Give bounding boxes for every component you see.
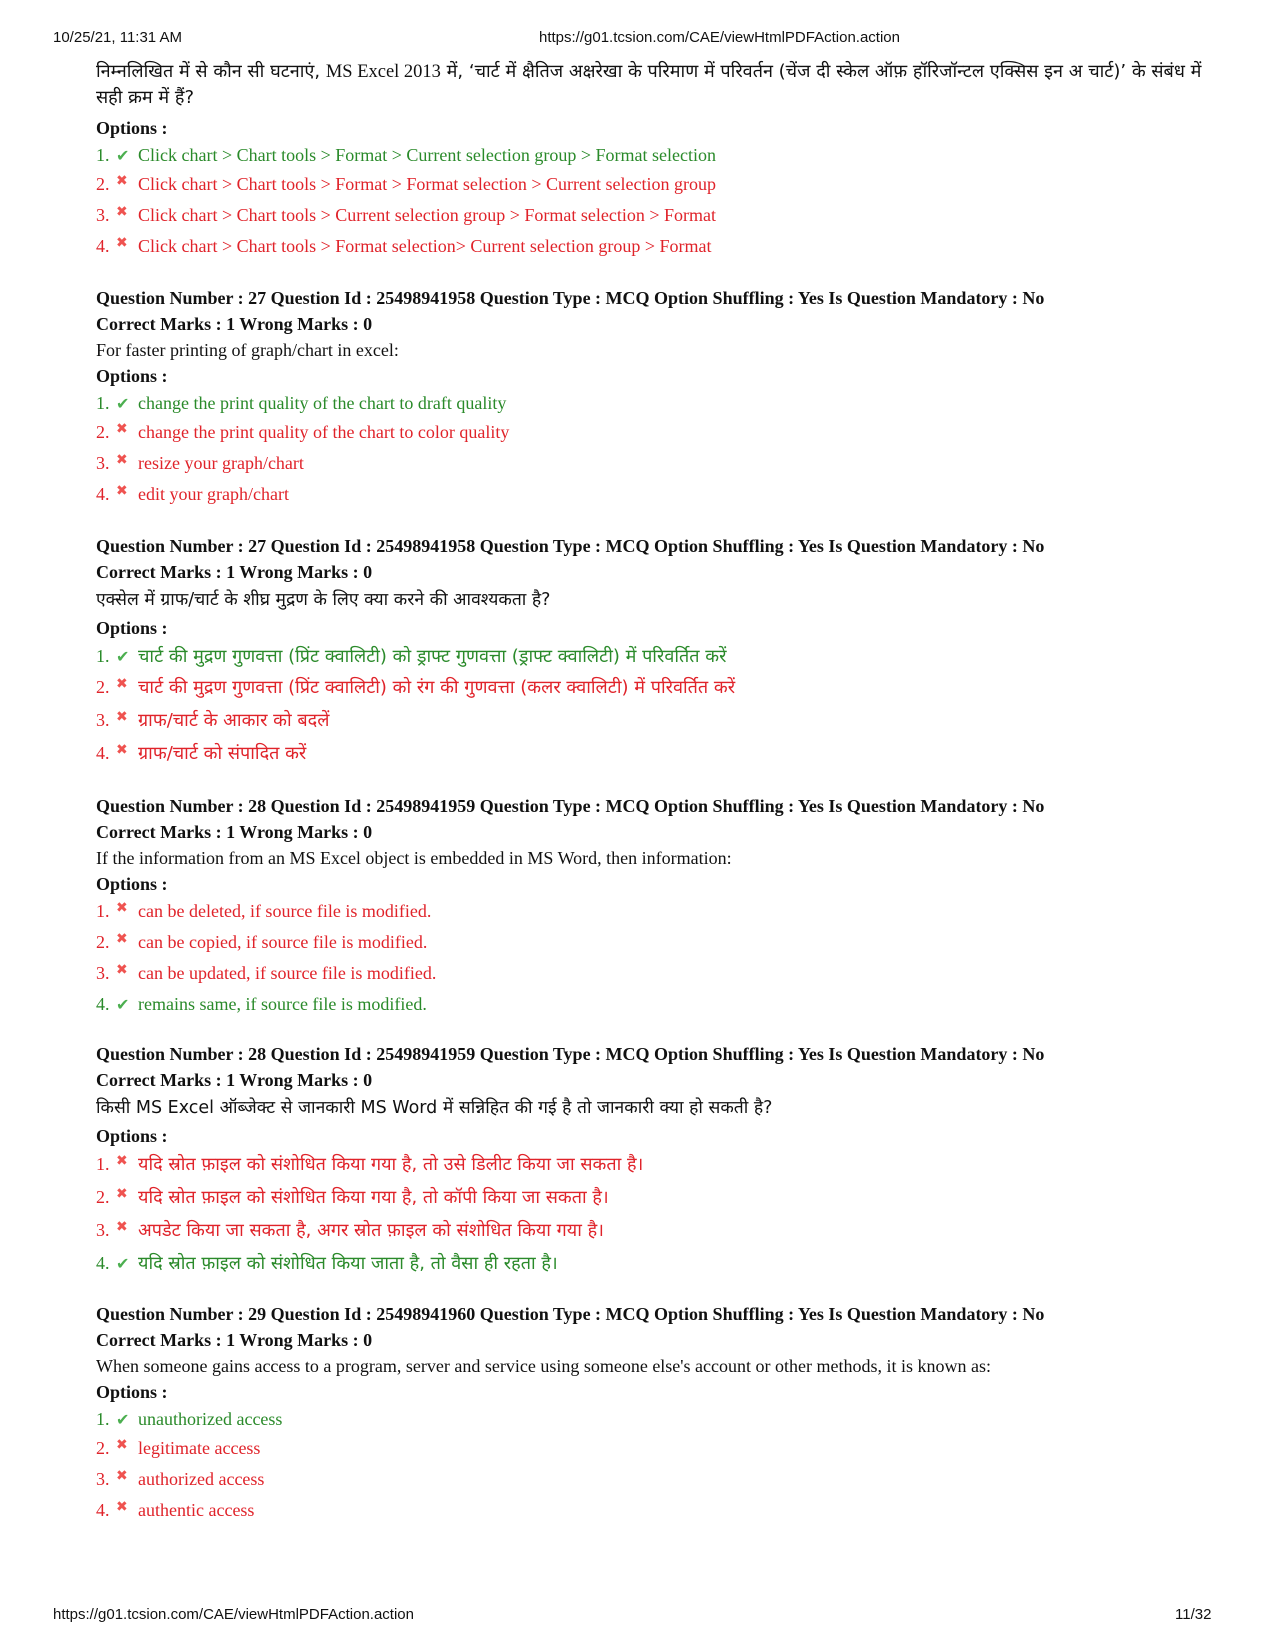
- option-text: चार्ट की मुद्रण गुणवत्ता (प्रिंट क्वालिटी) को ड्राफ्ट गुणवत्ता (ड्राफ्ट क्वालिटी) में परिवर्तित करें: [138, 646, 727, 667]
- option-item: [96, 738, 1206, 771]
- wrong-cross-icon: ✖: [116, 452, 128, 468]
- option-item: [96, 232, 1206, 263]
- option-number: 1.: [96, 1409, 110, 1429]
- options-list: [96, 389, 1206, 511]
- question-marks: Correct Marks : 1 Wrong Marks : 0: [96, 314, 373, 334]
- options-list: [96, 897, 1206, 1019]
- wrong-cross-icon: ✖: [116, 1219, 128, 1235]
- option-item: [96, 959, 1206, 990]
- correct-check-icon: ✔: [116, 146, 130, 165]
- option-item: [96, 418, 1206, 449]
- wrong-cross-icon: ✖: [116, 1153, 128, 1169]
- option-item: [96, 672, 1206, 705]
- wrong-cross-icon: ✖: [116, 204, 128, 220]
- option-text: change the print quality of the chart to color quality: [138, 422, 510, 442]
- correct-check-icon: ✔: [116, 1254, 130, 1273]
- option-number: 3.: [96, 1220, 110, 1240]
- question-block: [96, 793, 1206, 1019]
- wrong-cross-icon: ✖: [116, 962, 128, 978]
- option-item: [96, 990, 1206, 1019]
- wrong-cross-icon: ✖: [116, 483, 128, 499]
- option-text: can be updated, if source file is modified.: [138, 963, 437, 983]
- option-item: [96, 1405, 1206, 1434]
- intro-question: [96, 59, 1206, 263]
- options-label: Options :: [96, 618, 168, 638]
- option-text: यदि स्रोत फ़ाइल को संशोधित किया गया है, तो उसे डिलीट किया जा सकता है।: [138, 1154, 644, 1175]
- question-marks: Correct Marks : 1 Wrong Marks : 0: [96, 1330, 373, 1350]
- option-item: [96, 201, 1206, 232]
- option-text: चार्ट की मुद्रण गुणवत्ता (प्रिंट क्वालिटी) को रंग की गुणवत्ता (कलर क्वालिटी) में परिवर्तित करें: [138, 677, 736, 698]
- option-text: can be copied, if source file is modified.: [138, 932, 428, 952]
- option-item: [96, 897, 1206, 928]
- question-list: [96, 285, 1206, 1527]
- option-number: 3.: [96, 710, 110, 730]
- question-meta: Question Number : 28 Question Id : 25498941959 Question Type : MCQ Option Shuffling : Yes Is Question Mandatory : No: [96, 1044, 1045, 1064]
- option-text: authorized access: [138, 1469, 265, 1489]
- option-number: 3.: [96, 963, 110, 983]
- option-item: [96, 641, 1206, 672]
- option-number: 2.: [96, 174, 110, 194]
- question-marks: Correct Marks : 1 Wrong Marks : 0: [96, 1070, 373, 1090]
- option-item: [96, 480, 1206, 511]
- option-text: legitimate access: [138, 1438, 261, 1458]
- wrong-cross-icon: ✖: [116, 1468, 128, 1484]
- option-number: 1.: [96, 901, 110, 921]
- question-meta: Question Number : 29 Question Id : 25498941960 Question Type : MCQ Option Shuffling : Yes Is Question Mandatory : No: [96, 1304, 1045, 1324]
- option-text: Click chart > Chart tools > Format selection> Current selection group > Format: [138, 236, 712, 256]
- option-item: [96, 141, 1206, 170]
- wrong-cross-icon: ✖: [116, 1437, 128, 1453]
- option-text: ग्राफ/चार्ट के आकार को बदलें: [138, 710, 330, 731]
- option-item: [96, 928, 1206, 959]
- wrong-cross-icon: ✖: [116, 173, 128, 189]
- footer-url: https://g01.tcsion.com/CAE/viewHtmlPDFAction.action: [53, 1606, 414, 1623]
- option-number: 3.: [96, 205, 110, 225]
- header-datetime: 10/25/21, 11:31 AM: [53, 29, 182, 46]
- option-text: अपडेट किया जा सकता है, अगर स्रोत फ़ाइल को संशोधित किया गया है।: [138, 1220, 604, 1241]
- options-label: Options :: [96, 1126, 168, 1146]
- options-list: [96, 141, 1206, 263]
- intro-question-part1: निम्नलिखित में से कौन सी घटनाएं,: [96, 61, 326, 82]
- question-block: [96, 1301, 1206, 1527]
- wrong-cross-icon: ✖: [116, 742, 128, 758]
- option-number: 1.: [96, 646, 110, 666]
- question-block: [96, 533, 1206, 771]
- options-list: [96, 641, 1206, 771]
- question-block: [96, 1041, 1206, 1279]
- option-item: [96, 1434, 1206, 1465]
- option-number: 4.: [96, 484, 110, 504]
- options-label: Options :: [96, 1382, 168, 1402]
- question-text: If the information from an MS Excel object is embedded in MS Word, then information:: [96, 848, 732, 868]
- option-item: [96, 389, 1206, 418]
- option-text: edit your graph/chart: [138, 484, 289, 504]
- correct-check-icon: ✔: [116, 647, 130, 666]
- question-meta: Question Number : 28 Question Id : 25498941959 Question Type : MCQ Option Shuffling : Yes Is Question Mandatory : No: [96, 796, 1045, 816]
- option-number: 4.: [96, 743, 110, 763]
- option-item: [96, 1215, 1206, 1248]
- question-marks: Correct Marks : 1 Wrong Marks : 0: [96, 562, 373, 582]
- option-text: यदि स्रोत फ़ाइल को संशोधित किया गया है, तो कॉपी किया जा सकता है।: [138, 1187, 609, 1208]
- options-list: [96, 1149, 1206, 1279]
- correct-check-icon: ✔: [116, 394, 130, 413]
- wrong-cross-icon: ✖: [116, 1499, 128, 1515]
- option-number: 4.: [96, 994, 110, 1014]
- option-number: 3.: [96, 1469, 110, 1489]
- option-number: 1.: [96, 393, 110, 413]
- option-number: 2.: [96, 422, 110, 442]
- wrong-cross-icon: ✖: [116, 709, 128, 725]
- wrong-cross-icon: ✖: [116, 235, 128, 251]
- option-text: unauthorized access: [138, 1409, 283, 1429]
- option-item: [96, 1496, 1206, 1527]
- intro-question-latin: MS Excel 2013: [325, 62, 441, 82]
- footer-page-number: 11/32: [1175, 1606, 1212, 1623]
- option-item: [96, 1149, 1206, 1182]
- option-item: [96, 170, 1206, 201]
- wrong-cross-icon: ✖: [116, 931, 128, 947]
- options-label: Options :: [96, 874, 168, 894]
- option-number: 2.: [96, 1438, 110, 1458]
- option-number: 4.: [96, 236, 110, 256]
- option-number: 3.: [96, 453, 110, 473]
- intro-question-part2: में, ‘चार्ट में क्षैतिज अक्षरेखा के परिमाण में परिवर्तन (चेंज दी स्केल ऑफ़ हॉरिजॉन्टल एक्सिस इन अ चार्ट)’ के संबंध में सही क्रम में हैं?: [96, 61, 1202, 108]
- wrong-cross-icon: ✖: [116, 1186, 128, 1202]
- question-block: [96, 285, 1206, 511]
- option-text: ग्राफ/चार्ट को संपादित करें: [138, 743, 307, 764]
- option-number: 4.: [96, 1500, 110, 1520]
- options-label: Options :: [96, 118, 168, 138]
- header-url: https://g01.tcsion.com/CAE/viewHtmlPDFAction.action: [539, 29, 900, 46]
- option-text: Click chart > Chart tools > Format > Current selection group > Format selection: [138, 145, 716, 165]
- question-meta: Question Number : 27 Question Id : 25498941958 Question Type : MCQ Option Shuffling : Yes Is Question Mandatory : No: [96, 536, 1045, 556]
- option-number: 2.: [96, 1187, 110, 1207]
- question-text: किसी MS Excel ऑब्जेक्ट से जानकारी MS Word में सन्निहित की गई है तो जानकारी क्या हो सकती है?: [96, 1098, 773, 1118]
- options-list: [96, 1405, 1206, 1527]
- option-text: यदि स्रोत फ़ाइल को संशोधित किया जाता है, तो वैसा ही रहता है।: [138, 1253, 558, 1274]
- option-text: remains same, if source file is modified.: [138, 994, 427, 1014]
- wrong-cross-icon: ✖: [116, 676, 128, 692]
- option-number: 2.: [96, 677, 110, 697]
- option-text: Click chart > Chart tools > Current selection group > Format selection > Format: [138, 205, 716, 225]
- option-number: 2.: [96, 932, 110, 952]
- option-item: [96, 705, 1206, 738]
- correct-check-icon: ✔: [116, 995, 130, 1014]
- question-text: एक्सेल में ग्राफ/चार्ट के शीघ्र मुद्रण के लिए क्या करने की आवश्यकता है?: [96, 590, 551, 610]
- option-item: [96, 1465, 1206, 1496]
- option-item: [96, 449, 1206, 480]
- option-text: resize your graph/chart: [138, 453, 304, 473]
- option-text: Click chart > Chart tools > Format > Format selection > Current selection group: [138, 174, 716, 194]
- correct-check-icon: ✔: [116, 1410, 130, 1429]
- question-marks: Correct Marks : 1 Wrong Marks : 0: [96, 822, 373, 842]
- option-number: 1.: [96, 145, 110, 165]
- option-item: [96, 1248, 1206, 1279]
- question-text: For faster printing of graph/chart in excel:: [96, 340, 399, 360]
- page-content: [96, 59, 1206, 1527]
- option-number: 1.: [96, 1154, 110, 1174]
- option-text: can be deleted, if source file is modified.: [138, 901, 432, 921]
- option-item: [96, 1182, 1206, 1215]
- options-label: Options :: [96, 366, 168, 386]
- question-meta: Question Number : 27 Question Id : 25498941958 Question Type : MCQ Option Shuffling : Yes Is Question Mandatory : No: [96, 288, 1045, 308]
- option-text: authentic access: [138, 1500, 255, 1520]
- intro-question-text: [96, 59, 1206, 111]
- question-text: When someone gains access to a program, server and service using someone else's account or other methods, it is known as:: [96, 1356, 991, 1376]
- wrong-cross-icon: ✖: [116, 900, 128, 916]
- wrong-cross-icon: ✖: [116, 421, 128, 437]
- option-text: change the print quality of the chart to draft quality: [138, 393, 507, 413]
- option-number: 4.: [96, 1253, 110, 1273]
